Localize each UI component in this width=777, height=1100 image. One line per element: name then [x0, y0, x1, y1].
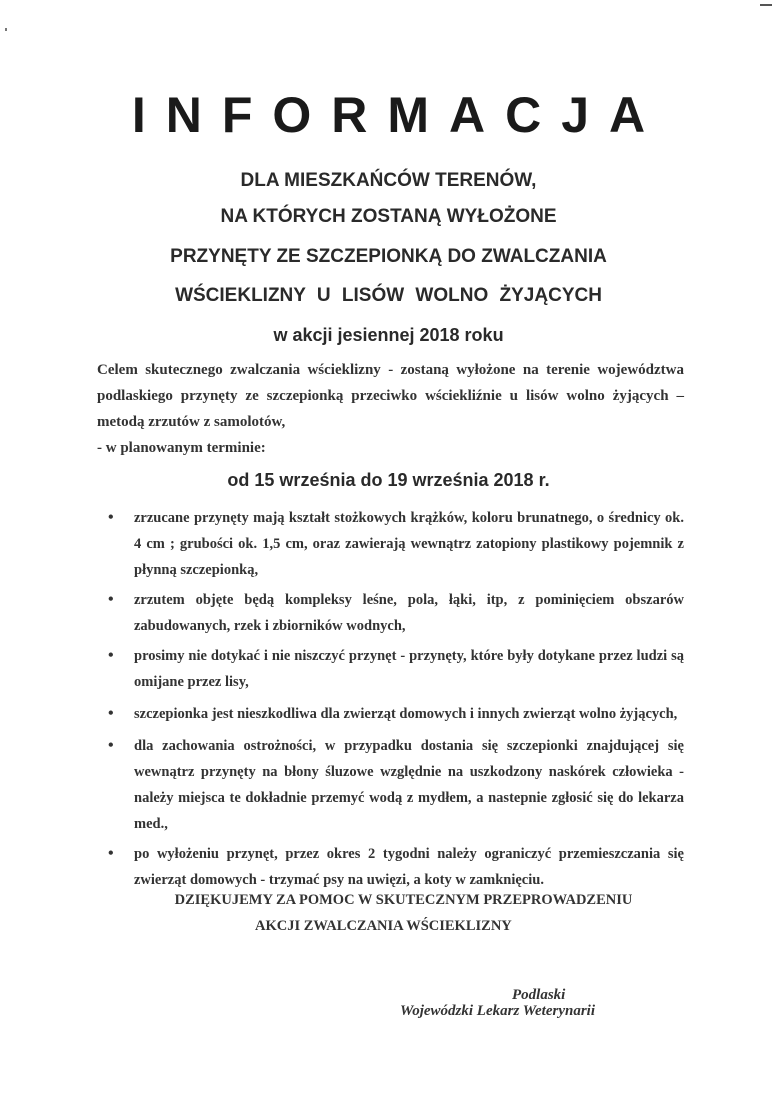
list-item-text: po wyłożeniu przynęt, przez okres 2 tygodni należy ograniczyć przemieszczania się zwierząt domowych - trzymać psy na uwięzi, a koty w zamknięciu. — [134, 846, 684, 888]
subtitle-line: NA KTÓRYCH ZOSTANĄ WYŁOŻONE — [220, 206, 557, 227]
list-item-text: szczepionka jest nieszkodliwa dla zwierząt domowych i innych zwierząt wolno żyjących, — [134, 706, 678, 722]
subtitle-line: DLA MIESZKAŃCÓW TERENÓW, — [240, 170, 537, 191]
page-title: INFORMACJA — [131, 87, 666, 143]
intro-term-text: - w planowanym terminie: — [97, 440, 266, 456]
list-item — [108, 701, 684, 727]
bullet-icon: • — [108, 705, 114, 722]
campaign-line: w akcji jesiennej 2018 roku — [273, 325, 504, 345]
subtitle-line: WŚCIEKLIZNY U LISÓW WOLNO ŻYJĄCYCH — [175, 285, 602, 306]
scan-mark — [5, 28, 7, 31]
subtitle-line: PRZYNĘTY ZE SZCZEPIONKĄ DO ZWALCZANIA — [170, 246, 607, 267]
bullet-list — [108, 505, 684, 893]
bullet-icon: • — [108, 737, 114, 754]
list-item — [108, 505, 684, 583]
list-item — [108, 587, 684, 639]
intro-paragraph — [97, 357, 684, 461]
signature-line: Podlaski — [512, 987, 566, 1003]
thanks-line: AKCJI ZWALCZANIA WŚCIEKLIZNY — [255, 918, 512, 934]
list-item-text: prosimy nie dotykać i nie niszczyć przynęt - przynęty, które były dotykane przez ludzi są omijane przez lisy, — [134, 648, 684, 690]
campaign-dates: od 15 września do 19 września 2018 r. — [227, 470, 550, 490]
list-item — [108, 643, 684, 695]
list-item — [108, 841, 684, 893]
list-item-text: zrzucane przynęty mają kształt stożkowych krążków, koloru brunatnego, o średnicy ok. 4 cm ; grubości ok. 1,5 cm, oraz zawierają wewnątrz zatopiony plastikowy pojemnik z płynną szczepionką, — [134, 510, 684, 578]
list-item-text: dla zachowania ostrożności, w przypadku dostania się szczepionki znajdującej się wewnątrz przynęty na błony śluzowe względnie na uszkodzony naskórek człowieka - należy miejsca te dokładnie przemyć wodą z mydłem, a nastepnie zgłosić się do lekarza med., — [134, 738, 684, 832]
signature-line: Wojewódzki Lekarz Weterynarii — [400, 1003, 595, 1019]
list-item — [108, 733, 684, 837]
bullet-icon: • — [108, 509, 114, 526]
list-item-text: zrzutem objęte będą kompleksy leśne, pola, łąki, itp, z pominięciem obszarów zabudowanych, rzek i zbiorników wodnych, — [134, 592, 684, 634]
bullet-icon: • — [108, 647, 114, 664]
bullet-icon: • — [108, 845, 114, 862]
thanks-line: DZIĘKUJEMY ZA POMOC W SKUTECZNYM PRZEPROWADZENIU — [174, 892, 633, 908]
bullet-icon: • — [108, 591, 114, 608]
scan-mark — [760, 4, 772, 6]
intro-text: Celem skutecznego zwalczania wścieklizny - zostaną wyłożone na terenie województwa podlaskiego przynęty ze szczepionką przeciwko wściekliźnie u lisów wolno żyjących – metodą zrzutów z samolotów, — [97, 362, 684, 430]
